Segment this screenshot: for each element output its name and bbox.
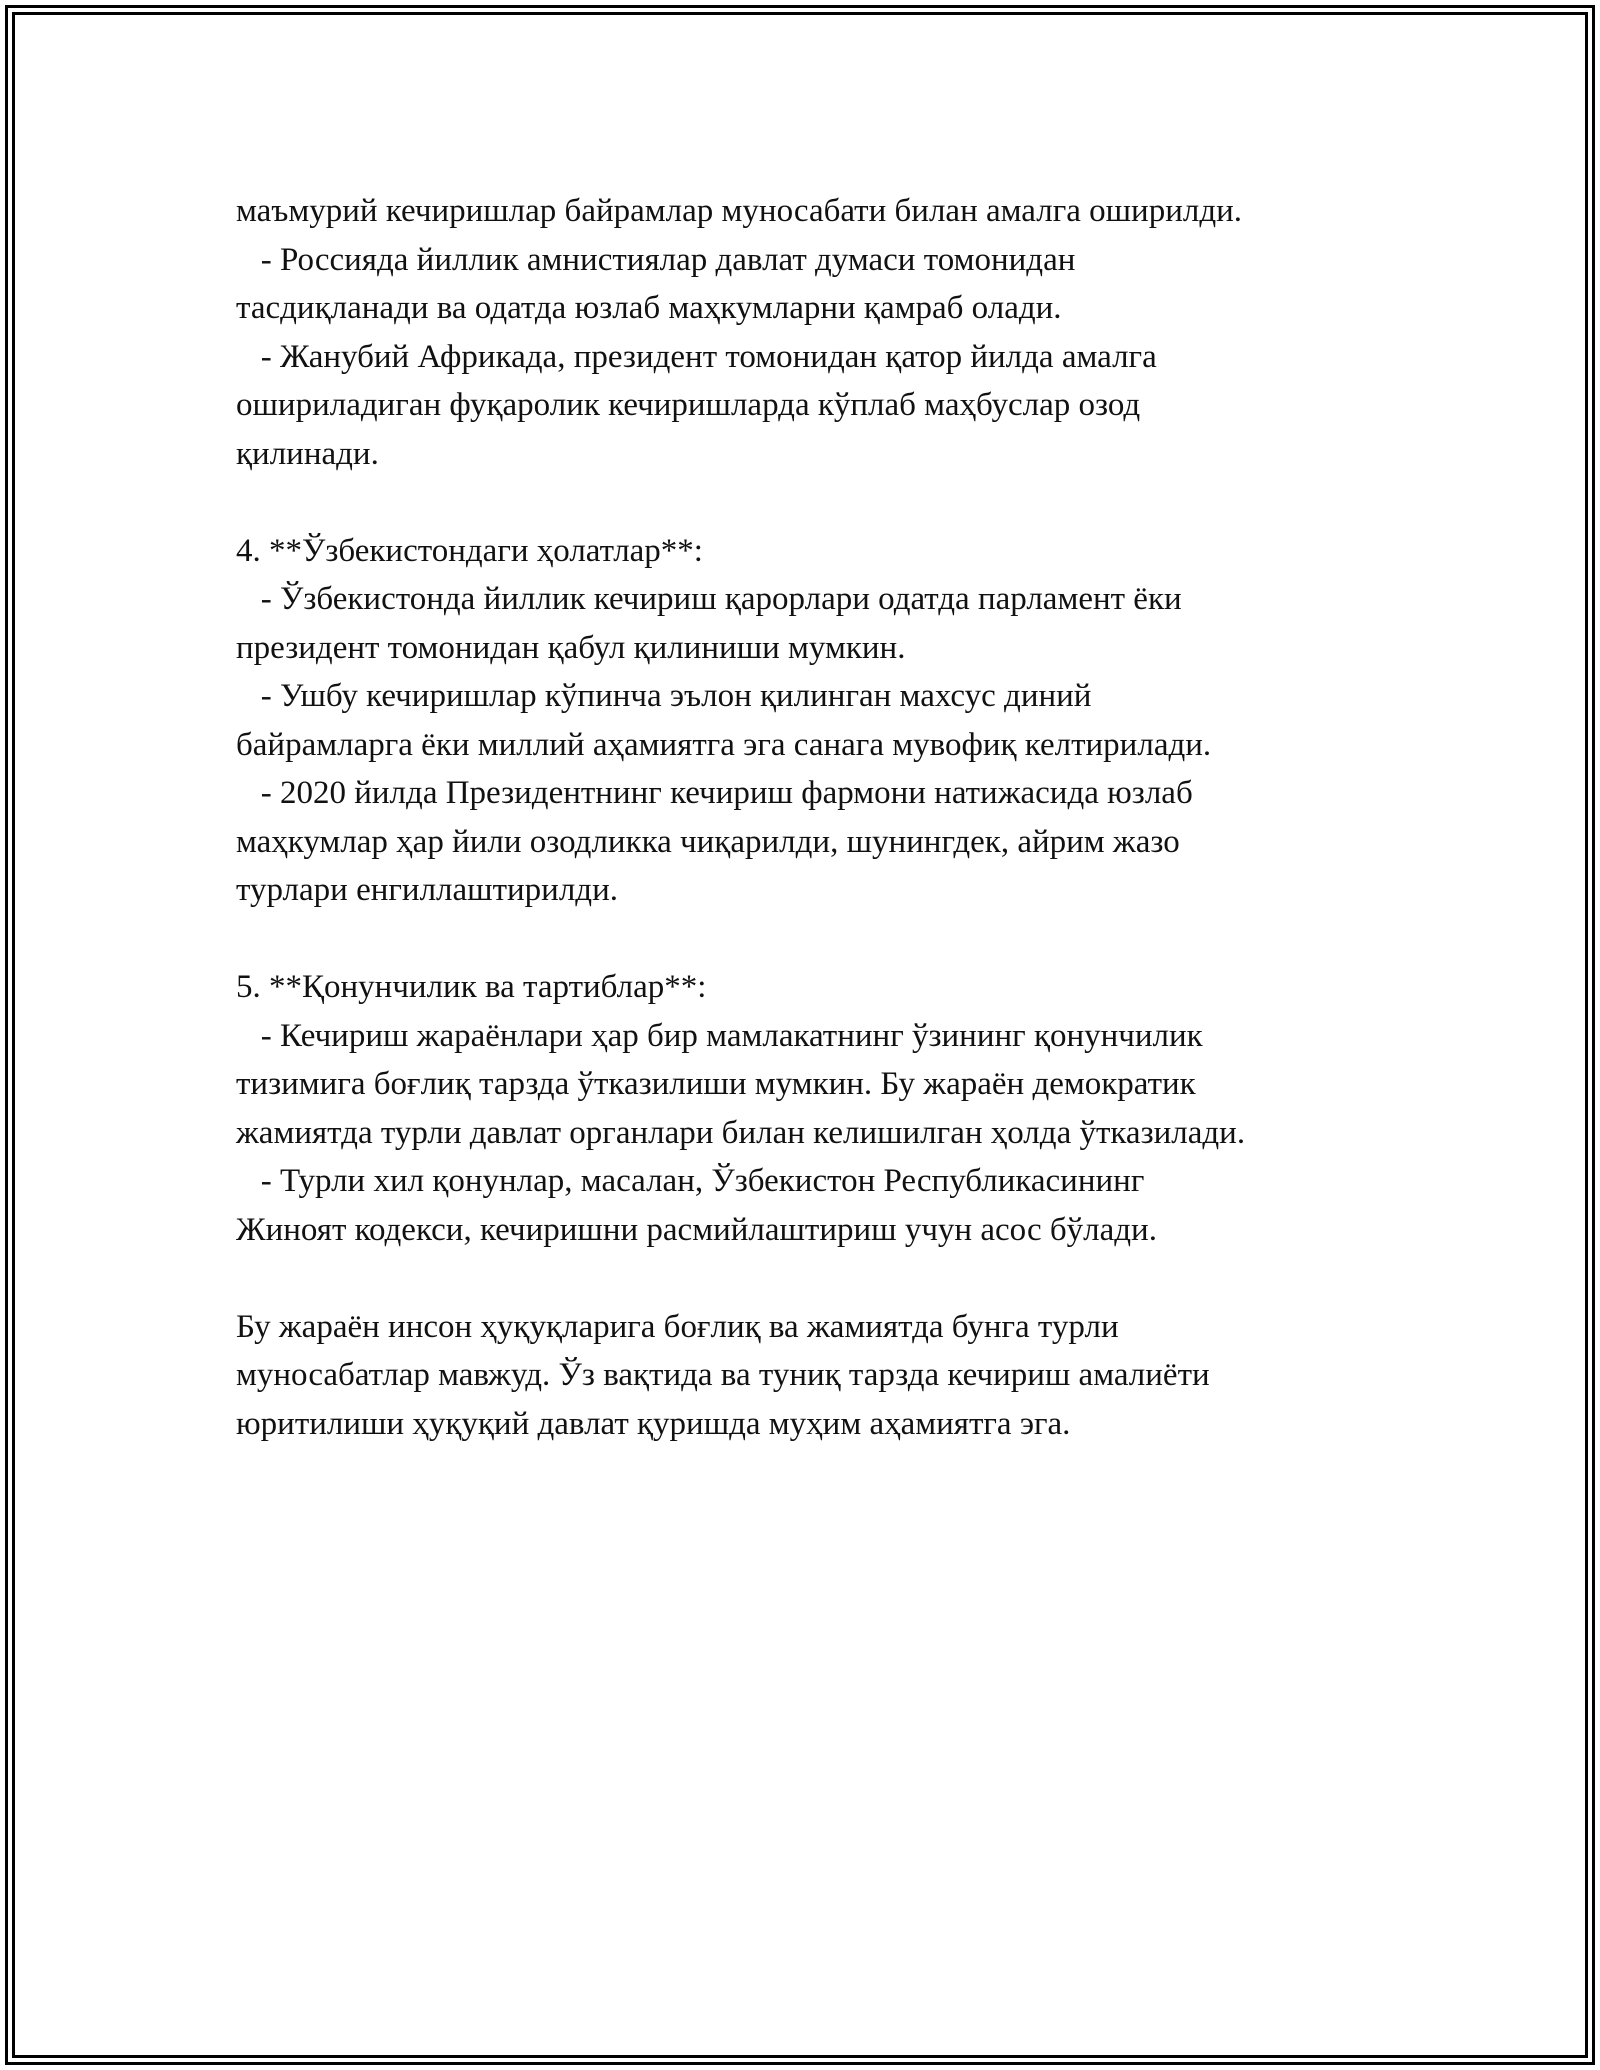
text-line: - Россияда йиллик амнистиялар давлат думаси томонидан — [236, 241, 1076, 278]
conclusion-line: юритилиши ҳуқуқий давлат қуришда муҳим аҳамиятга эга. — [236, 1405, 1071, 1442]
text-line: - Ушбу кечиришлар кўпинча эълон қилинган махсус диний — [236, 678, 1092, 714]
conclusion-line: Бу жараён инсон ҳуқуқларига боғлиқ ва жамиятда бунга турли — [236, 1308, 1119, 1345]
text-line: президент томонидан қабул қилиниши мумкин. — [236, 629, 906, 666]
text-line: - 2020 йилда Президентнинг кечириш фармони натижасида юзлаб — [236, 775, 1193, 811]
document-body — [236, 187, 1416, 1448]
paragraph-gap — [236, 1254, 1416, 1303]
text-line: қилинади. — [236, 435, 379, 472]
text-line: турлари енгиллаштирилди. — [236, 872, 618, 908]
text-line: байрамларга ёки миллий аҳамиятга эга санага мувофиқ келтирилади. — [236, 726, 1212, 763]
text-line: Жиноят кодекси, кечиришни расмийлаштириш учун асос бўлади. — [236, 1211, 1157, 1248]
paragraph-gap — [236, 915, 1416, 964]
text-line: тасдиқланади ва одатда юзлаб маҳкумларни қамраб олади. — [236, 290, 1062, 326]
text-line: - Кечириш жараёнлари ҳар бир мамлакатнинг ўзининг қонунчилик — [236, 1017, 1203, 1054]
text-line: тизимига боғлиқ тарзда ўтказилиши мумкин. Бу жараён демократик — [236, 1066, 1196, 1102]
paragraph-gap — [236, 478, 1416, 527]
text-line: - Ўзбекистонда йиллик кечириш қарорлари одатда парламент ёки — [236, 581, 1182, 617]
section-heading-4: 4. **Ўзбекистондаги ҳолатлар**: — [236, 532, 703, 569]
conclusion-line: муносабатлар мавжуд. Ўз вақтида ва туниқ тарзда кечириш амалиёти — [236, 1357, 1210, 1393]
text-line: - Жанубий Африкада, президент томонидан қатор йилда амалга — [236, 338, 1157, 375]
text-line: жамиятда турли давлат органлари билан келишилган ҳолда ўтказилади. — [236, 1114, 1246, 1151]
text-line: ошириладиган фуқаролик кечиришларда кўплаб маҳбуслар озод — [236, 387, 1141, 423]
text-line: - Турли хил қонунлар, масалан, Ўзбекистон Республикасининг — [236, 1163, 1145, 1199]
section-heading-5: 5. **Қонунчилик ва тартиблар**: — [236, 969, 707, 1005]
text-line: маҳкумлар ҳар йили озодликка чиқарилди, шунингдек, айрим жазо — [236, 823, 1180, 860]
text-line: маъмурий кечиришлар байрамлар муносабати билан амалга оширилди. — [236, 193, 1243, 229]
